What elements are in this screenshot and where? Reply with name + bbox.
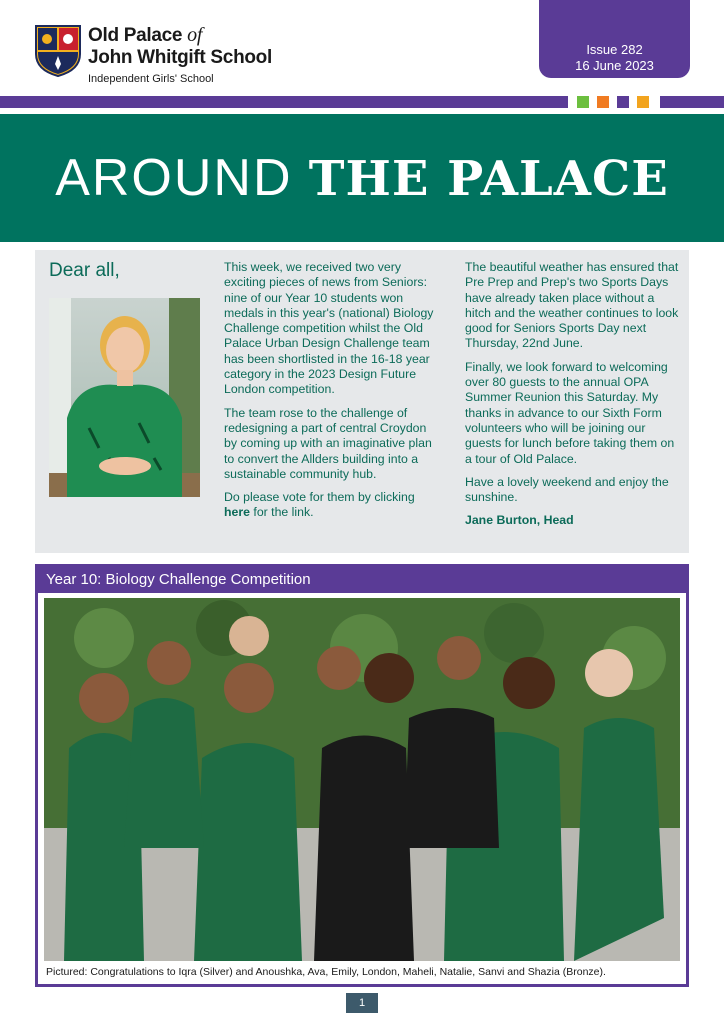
- group-photo: [44, 598, 680, 961]
- issue-number: Issue 282: [586, 42, 643, 57]
- letter-column-1: [224, 260, 438, 529]
- accent-square-orange: [597, 96, 609, 108]
- header-divider-right: [660, 96, 724, 108]
- masthead-banner: [0, 114, 724, 242]
- letter-paragraph-vote: Do please vote for them by clicking here for the link.: [224, 490, 415, 520]
- head-letter: [35, 250, 689, 553]
- section-title: Year 10: Biology Challenge Competition: [38, 567, 686, 593]
- letter-signature: Jane Burton, Head: [465, 513, 574, 528]
- school-name: Old Palace of John Whitgift School Independent Girls' School: [88, 24, 272, 85]
- school-crest-icon: [34, 24, 82, 78]
- page-number: 1: [346, 993, 378, 1013]
- photo-caption: Pictured: Congratulations to Iqra (Silver) and Anoushka, Ava, Emily, London, Maheli, Natalie, Sanvi and Shazia (Bronze).: [46, 966, 606, 978]
- accent-square-purple: [617, 96, 629, 108]
- letter-paragraph: This week, we received two very exciting pieces of news from Seniors: nine of our Year 10 students won medals in this year's (national) Biology Challenge competition whilst the Old Palace Urban Design Challenge team has been shortlisted in the 16-18 year category in the 2023 Design Future London competition.: [224, 260, 434, 397]
- header-divider: [0, 96, 568, 108]
- vote-link[interactable]: here: [224, 505, 250, 520]
- head-portrait-photo: [49, 298, 200, 497]
- accent-square-green: [577, 96, 589, 108]
- biology-challenge-section: [35, 564, 689, 987]
- letter-paragraph: The team rose to the challenge of redesigning a part of central Croydon by coming up with an imaginative plan to convert the Allders building into a sustainable community hub.: [224, 405, 432, 481]
- masthead-title: AROUND THE PALACE: [55, 149, 669, 207]
- letter-paragraph: The beautiful weather has ensured that Pre Prep and Prep's two Sports Days have already taken place without a hitch and the weather continues to look good for Seniors Sports Day next Thursday, 22nd June.: [465, 260, 679, 351]
- letter-paragraph: Finally, we look forward to welcoming over 80 guests to the annual OPA Summer Reunion this Saturday. My thanks in advance to our Sixth Form volunteers who will be joining our guests for lunch before taking them on a tour of Old Palace.: [465, 359, 675, 466]
- letter-column-2: [465, 260, 679, 537]
- issue-badge: [539, 0, 690, 78]
- accent-square-yellow: [637, 96, 649, 108]
- letter-paragraph: Have a lovely weekend and enjoy the sunshine.: [465, 474, 669, 505]
- issue-date: 16 June 2023: [575, 58, 654, 73]
- page-header: [0, 0, 724, 95]
- greeting: Dear all,: [49, 260, 120, 281]
